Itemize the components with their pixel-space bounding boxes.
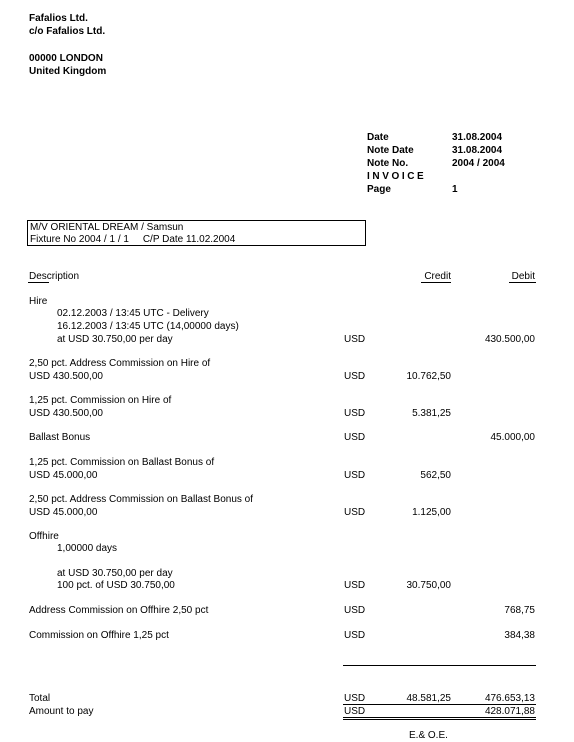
- addr-comm-ballast-currency: USD: [344, 507, 366, 518]
- note-no-label: Note No.: [367, 158, 409, 169]
- page-number: 1: [452, 184, 458, 195]
- amount-to-pay-debit: 428.071,88: [484, 706, 535, 717]
- comm-offhire-currency: USD: [344, 630, 366, 641]
- comm-hire-currency: USD: [344, 408, 366, 419]
- comm-ballast-credit: 562,50: [420, 470, 451, 481]
- amount-double-underline-2: [343, 719, 536, 720]
- errors-omissions-note: E.& O.E.: [409, 730, 448, 741]
- note-date-label: Note Date: [367, 145, 414, 156]
- document-type: INVOICE: [367, 171, 427, 182]
- recipient-city: 00000 LONDON: [29, 53, 103, 64]
- addr-comm-ballast-credit: 1.125,00: [412, 507, 451, 518]
- comm-hire-desc: 1,25 pct. Commission on Hire of: [29, 395, 172, 406]
- total-debit: 476.653,13: [484, 693, 535, 704]
- note-date-value: 31.08.2004: [452, 145, 503, 156]
- addr-comm-ballast-base: USD 45.000,00: [29, 507, 98, 518]
- comm-hire-base: USD 430.500,00: [29, 408, 103, 419]
- date-value: 31.08.2004: [452, 132, 503, 143]
- credit-header: Credit: [424, 271, 451, 282]
- total-label: Total: [29, 693, 51, 704]
- offhire-base: 100 pct. of USD 30.750,00: [57, 580, 175, 591]
- addr-comm-offhire-desc: Address Commission on Offhire 2,50 pct: [29, 605, 209, 616]
- ballast-debit: 45.000,00: [490, 432, 535, 443]
- amount-to-pay-label: Amount to pay: [29, 706, 94, 717]
- comm-ballast-desc: 1,25 pct. Commission on Ballast Bonus of: [29, 457, 215, 468]
- offhire-title: Offhire: [29, 531, 59, 542]
- description-header: Description: [29, 271, 80, 282]
- comm-offhire-debit: 384,38: [504, 630, 535, 641]
- vessel-name: M/V ORIENTAL DREAM / Samsun: [30, 222, 184, 233]
- addr-comm-hire-base: USD 430.500,00: [29, 371, 103, 382]
- ballast-title: Ballast Bonus: [29, 432, 91, 443]
- addr-comm-hire-desc: 2,50 pct. Address Commission on Hire of: [29, 358, 211, 369]
- hire-rate: at USD 30.750,00 per day: [57, 334, 173, 345]
- total-currency: USD: [344, 693, 366, 704]
- recipient-name: Fafalios Ltd.: [29, 13, 88, 24]
- ballast-currency: USD: [344, 432, 366, 443]
- offhire-rate: at USD 30.750,00 per day: [57, 568, 173, 579]
- hire-title: Hire: [29, 296, 48, 307]
- comm-ballast-currency: USD: [344, 470, 366, 481]
- totals-rule-top: [343, 665, 536, 666]
- offhire-days: 1,00000 days: [57, 543, 118, 554]
- description-underline: [28, 282, 49, 283]
- addr-comm-hire-credit: 10.762,50: [406, 371, 451, 382]
- hire-period: 16.12.2003 / 13:45 UTC (14,00000 days): [57, 321, 239, 332]
- recipient-country: United Kingdom: [29, 66, 107, 77]
- hire-delivery: 02.12.2003 / 13:45 UTC - Delivery: [57, 308, 209, 319]
- offhire-currency: USD: [344, 580, 366, 591]
- page-label: Page: [367, 184, 391, 195]
- hire-debit: 430.500,00: [484, 334, 535, 345]
- addr-comm-offhire-currency: USD: [344, 605, 366, 616]
- note-no-value: 2004 / 2004: [452, 158, 505, 169]
- total-credit: 48.581,25: [406, 693, 451, 704]
- comm-ballast-base: USD 45.000,00: [29, 470, 98, 481]
- comm-hire-credit: 5.381,25: [412, 408, 451, 419]
- credit-underline: [421, 282, 451, 283]
- hire-currency: USD: [344, 334, 366, 345]
- offhire-credit: 30.750,00: [406, 580, 451, 591]
- amount-double-underline-1: [343, 717, 536, 718]
- fixture-info: Fixture No 2004 / 1 / 1 C/P Date 11.02.2004: [30, 234, 236, 245]
- date-label: Date: [367, 132, 389, 143]
- debit-underline: [509, 282, 536, 283]
- recipient-care-of: c/o Fafalios Ltd.: [29, 26, 106, 37]
- addr-comm-offhire-debit: 768,75: [504, 605, 535, 616]
- debit-header: Debit: [511, 271, 535, 282]
- addr-comm-hire-currency: USD: [344, 371, 366, 382]
- addr-comm-ballast-desc: 2,50 pct. Address Commission on Ballast Bonus of: [29, 494, 254, 505]
- comm-offhire-desc: Commission on Offhire 1,25 pct: [29, 630, 169, 641]
- amount-to-pay-currency: USD: [344, 706, 366, 717]
